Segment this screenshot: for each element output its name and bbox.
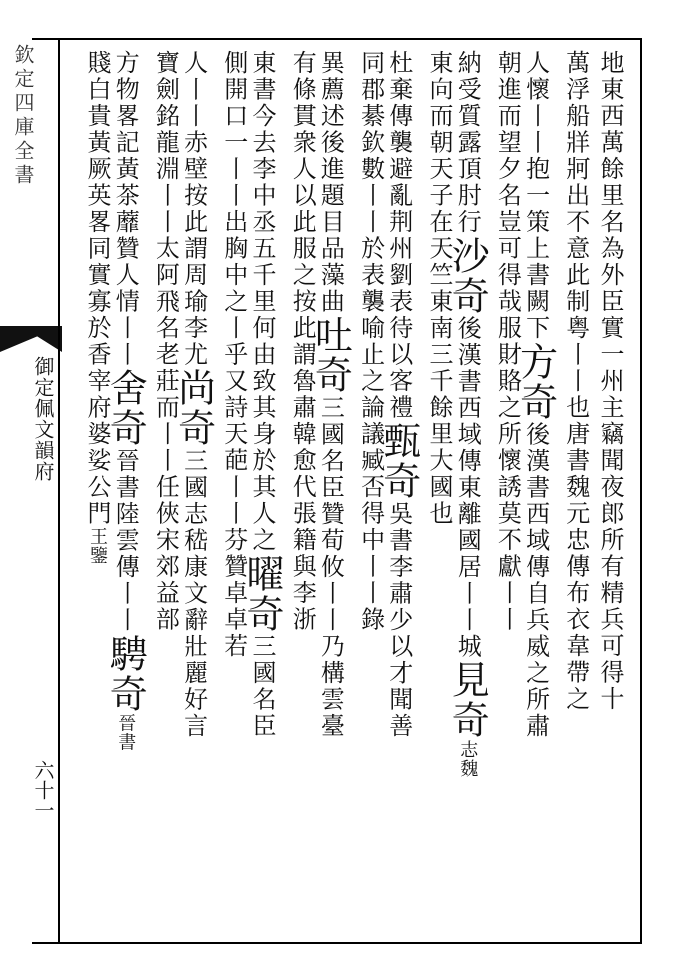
entry-heading: 吐奇 (308, 315, 353, 395)
text-column (171, 50, 216, 740)
column-text: 杜棄傳襲避亂荆州劉表待以客禮 (384, 50, 413, 421)
entry-heading: 舍奇 (103, 368, 148, 448)
column-text: 東書今去李中丞五千里何由致其身於其人之 (248, 50, 276, 554)
column-text: 志魏 (457, 740, 479, 778)
column-text: 朝進而望夕名豈可得哉 (493, 50, 522, 315)
column-text: 人懷丨丨抱一策上書闕下 (521, 50, 550, 342)
text-column (513, 50, 558, 740)
column-text: 異薦述後進題目品藻曲 (316, 50, 345, 315)
column-text: 吳書李肅少以才聞善 (384, 501, 413, 740)
column-text: 同郡綦欽數丨丨於表襲喻止之 (356, 50, 385, 395)
column-text: 側開口一丨丨出胸中之丨乎又詩天葩丨丨芬 (219, 50, 248, 554)
text-column (220, 50, 248, 660)
entry-heading: 曜奇 (240, 553, 284, 634)
text-column (445, 50, 490, 778)
column-text: 王鑒 (87, 527, 108, 565)
text-column (357, 50, 385, 633)
column-text: 萬浮船牂牁出不意此制粤丨丨也唐書魏元忠傳布衣韋帶之 (561, 50, 590, 713)
column-text: 有條貫衆人以此服之 (288, 50, 317, 289)
column-text: 晉書陸雲傳丨丨 (111, 448, 140, 634)
column-text: 三國名臣贊荀攸丨丨乃構雲臺 (316, 395, 345, 740)
column-text: 在天竺東南三千餘里大國也 (425, 209, 453, 527)
text-column (376, 50, 421, 740)
text-column (83, 50, 111, 565)
entry-heading: 見奇 (445, 660, 490, 740)
entry-heading: 沙奇 (445, 235, 490, 316)
page-number: 六十一 (31, 760, 55, 820)
column-text: 人丨丨赤壁按此謂周瑜李尤 (179, 50, 208, 368)
text-column (308, 50, 353, 740)
column-text: 方物畧記黃茶蘼贊人情丨丨 (111, 50, 140, 368)
column-text: 按此謂魯肅韓愈代張籍與李浙 (288, 288, 317, 633)
entry-heading: 尚奇 (171, 368, 216, 448)
series-title: 欽定四庫全書 (11, 44, 35, 188)
text-column (151, 50, 179, 633)
column-text: 宰府婆娑公門 (83, 368, 111, 527)
column-text: 服財賂之所懷誘莫不獻丨丨 (493, 315, 522, 633)
column-text: 地東西萬餘里名為外臣實一州主竊聞夜郎所有精兵可得十 (596, 50, 624, 713)
column-text: 晉書 (115, 713, 137, 752)
book-title: 御定佩文韻府 (31, 356, 55, 482)
text-column (425, 50, 453, 527)
column-text: 後漢書西域傳自兵威之所肅 (521, 421, 550, 740)
column-text: 寶劍銘龍淵丨丨太阿飛名 (151, 50, 180, 342)
entry-heading: 方奇 (513, 341, 558, 422)
text-column (288, 50, 316, 633)
column-text: 東向而朝天子 (425, 50, 453, 209)
text-column (240, 50, 284, 740)
column-text: 納受質露頂肘行 (453, 50, 482, 236)
column-text: 三國志嵇康文辭壯麗好言 (179, 448, 208, 740)
column-text: 論議臧否得中丨丨錄 (356, 394, 385, 633)
entry-heading: 騁奇 (103, 633, 148, 714)
column-text: 後漢書西域傳東離國居丨丨城 (453, 315, 482, 660)
text-column (103, 50, 148, 752)
column-text: 老莊而丨丨任俠宋郊益部 (151, 341, 180, 633)
column-text: 賤白貴黃厥英畧同實寡於香 (83, 50, 111, 368)
text-column (493, 50, 521, 633)
text-column (562, 50, 590, 713)
entry-heading: 甄奇 (376, 421, 421, 501)
column-text: 贊卓卓若 (219, 553, 248, 660)
column-text: 三國名臣 (248, 633, 276, 740)
text-column (596, 50, 624, 713)
